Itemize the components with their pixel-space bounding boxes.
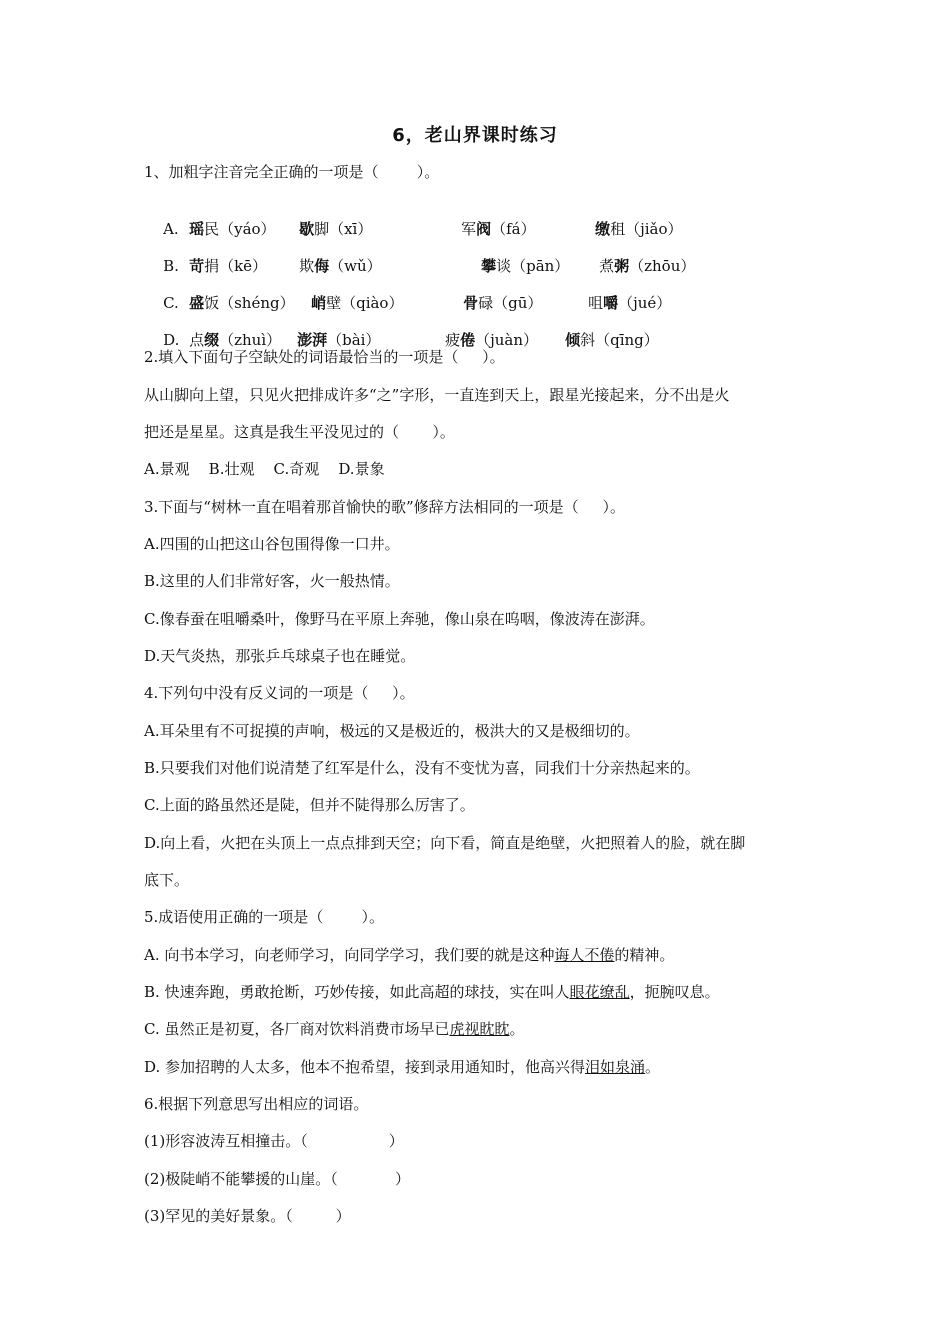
q2-passage-line1: 从山脚向上望，只见火把排成许多“之”字形，一直连到天上，跟星光接起来，分不出是火 xyxy=(144,386,730,404)
idiom-underlined: 泪如泉涌 xyxy=(585,1058,646,1076)
q4-option-d-line1: D.向上看，火把在头顶上一点点排到天空；向下看，简直是绝壁，火把照着人的脸，就在脚 xyxy=(144,834,746,852)
idiom-underlined: 诲人不倦 xyxy=(554,946,615,964)
q1-option-a: A. 瑶民（yáo） 歇脚（xī） 军阀（fá） 缴租（jiǎo） xyxy=(163,220,683,238)
q6-stem: 6.根据下列意思写出相应的词语。 xyxy=(144,1095,369,1113)
q3-option-c: C.像春蚕在咀嚼桑叶，像野马在平原上奔驰，像山泉在呜咽，像波涛在澎湃。 xyxy=(144,610,655,628)
q1-option-d: D. 点缀（zhuì） 澎湃（bài） 疲倦（juàn） 倾斜（qīng） xyxy=(163,331,659,349)
page-title: 6，老山界课时练习 xyxy=(392,125,558,146)
q6-item-3: (3)罕见的美好景象。（ ） xyxy=(144,1207,351,1225)
q4-stem: 4.下列句中没有反义词的一项是（ ）。 xyxy=(144,684,415,702)
q4-option-d-line2: 底下。 xyxy=(144,871,190,889)
q2-passage-line2: 把还是星星。这真是我生平没见过的（ ）。 xyxy=(144,423,455,441)
q4-option-b: B.只要我们对他们说清楚了红军是什么，没有不变忧为喜，同我们十分亲热起来的。 xyxy=(144,759,700,777)
q3-stem: 3.下面与“树林一直在唱着那首愉快的歌”修辞方法相同的一项是（ ）。 xyxy=(144,498,625,516)
idiom-underlined: 眼花缭乱 xyxy=(569,983,630,1001)
q6-item-2: (2)极陡峭不能攀援的山崖。（ ） xyxy=(144,1170,410,1188)
q2-stem: 2.填入下面句子空缺处的词语最恰当的一项是（ ）。 xyxy=(144,348,505,366)
q4-option-a: A.耳朵里有不可捉摸的声响，极远的又是极近的，极洪大的又是极细切的。 xyxy=(144,722,640,740)
q1-stem: 1、加粗字注音完全正确的一项是（ ）。 xyxy=(144,163,440,181)
q5-stem: 5.成语使用正确的一项是（ ）。 xyxy=(144,908,384,926)
q5-option-d: D. 参加招聘的人太多，他本不抱希望，接到录用通知时，他高兴得泪如泉涌。 xyxy=(144,1058,661,1076)
q3-option-a: A.四围的山把这山谷包围得像一口井。 xyxy=(144,535,400,553)
idiom-underlined: 虎视眈眈 xyxy=(449,1020,510,1038)
q1-option-b: B. 苛捐（kē） 欺侮（wǔ） 攀谈（pān） 煮粥（zhōu） xyxy=(163,257,696,275)
q4-option-c: C.上面的路虽然还是陡，但并不陡得那么厉害了。 xyxy=(144,796,475,814)
q3-option-b: B.这里的人们非常好客，火一般热情。 xyxy=(144,572,400,590)
q6-item-1: (1)形容波涛互相撞击。（ ） xyxy=(144,1132,404,1150)
q1-option-c: C. 盛饭（shéng） 峭壁（qiào） 骨碌（gū） 咀嚼（jué） xyxy=(163,294,672,312)
q3-option-d: D.天气炎热，那张乒乓球桌子也在睡觉。 xyxy=(144,647,416,665)
q5-option-a: A. 向书本学习，向老师学习，向同学学习，我们要的就是这种诲人不倦的精神。 xyxy=(144,946,675,964)
q5-option-b: B. 快速奔跑，勇敢抢断，巧妙传接，如此高超的球技，实在叫人眼花缭乱，扼腕叹息。 xyxy=(144,983,720,1001)
q5-option-c: C. 虽然正是初夏，各厂商对饮料消费市场早已虎视眈眈。 xyxy=(144,1020,525,1038)
q2-options: A.景观 B.壮观 C.奇观 D.景象 xyxy=(144,460,385,478)
